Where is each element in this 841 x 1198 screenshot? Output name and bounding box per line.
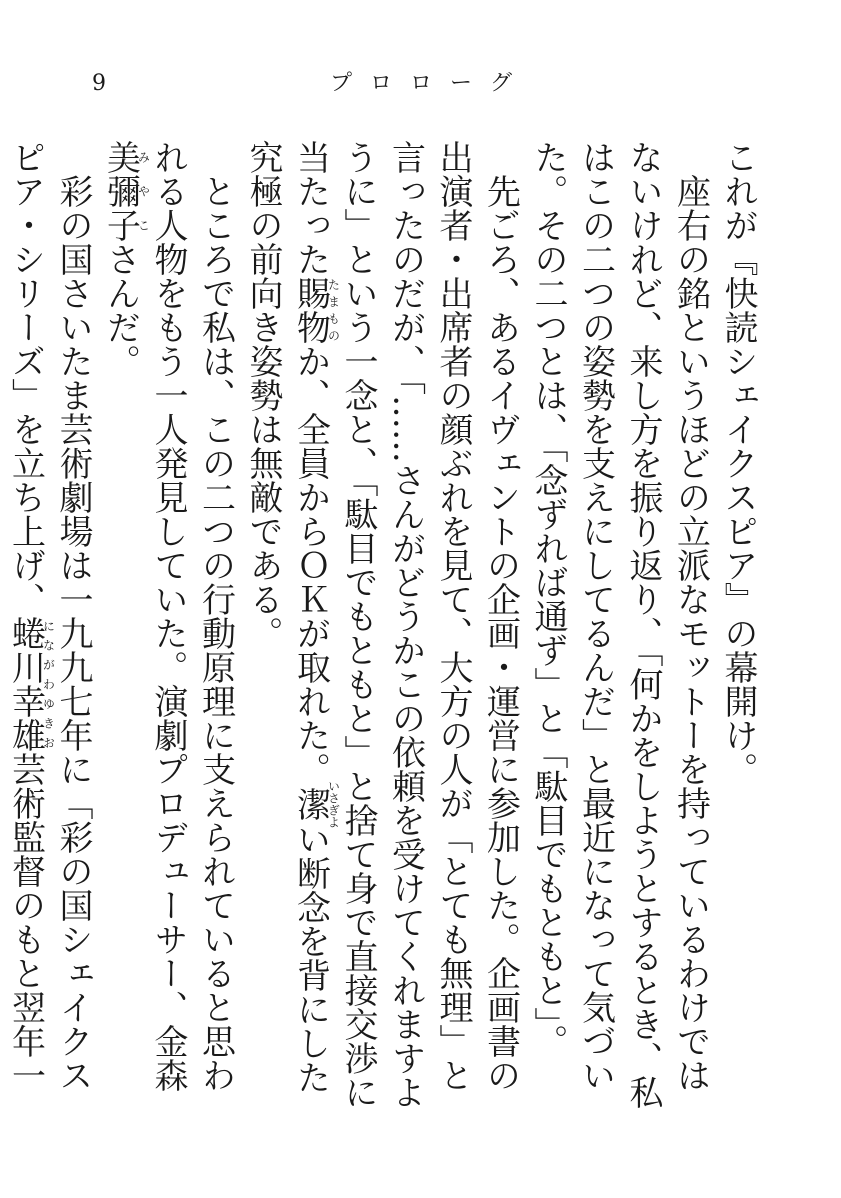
paragraph-3: 先ごろ、あるイヴェントの企画・運営に参加した。企画書の出演者・出席者の顔ぶれを見て、大方の人が「とても無理」と言ったのだが、「……さんがどうかこの依頼を受けてくれますように」という一念と、「駄目でもともと」と捨て身で直接交渉に当たった賜物たまものか、全員からＯＫが取れた。潔いさぎよい断念を背にした究極の前向き姿勢は無敵である。 bbox=[243, 140, 521, 1109]
paragraph-2: 座右の銘というほどの立派なモットーを持っているわけではないけれど、来し方を振り返り、「何かをしようとするとき、私はこの二つの姿勢を支えにしてるんだ」と最近になって気づいた。その二つとは、「念ずれば通ず」と「駄目でもともと」。 bbox=[528, 140, 711, 1109]
paragraph-4: ところで私は、この二つの行動原理に支えられていると思われる人物をもう一人発見していた。演劇プロデューサー、金森美彌子みやこさんだ。 bbox=[100, 140, 236, 1092]
page-number: 9 bbox=[92, 71, 106, 96]
ruby-annotation: 蜷川幸雄にながわゆきお bbox=[5, 616, 56, 752]
ruby-annotation: 賜物たまもの bbox=[290, 276, 341, 344]
paragraph-1: これが『快読シェイクスピア』の幕開け。 bbox=[718, 140, 758, 786]
ruby-annotation: 美彌子みやこ bbox=[100, 140, 151, 242]
paragraph-5: 彩の国さいたま芸術劇場は一九九七年に「彩の国シェイクスピア・シリーズ」を立ち上げ、蜷川幸雄にながわゆきお芸術監督のもと翌年一 bbox=[5, 140, 93, 1092]
ruby-annotation: 潔いさぎよ bbox=[290, 780, 341, 828]
body-text bbox=[0, 140, 761, 1120]
running-head: プロローグ bbox=[330, 71, 531, 96]
